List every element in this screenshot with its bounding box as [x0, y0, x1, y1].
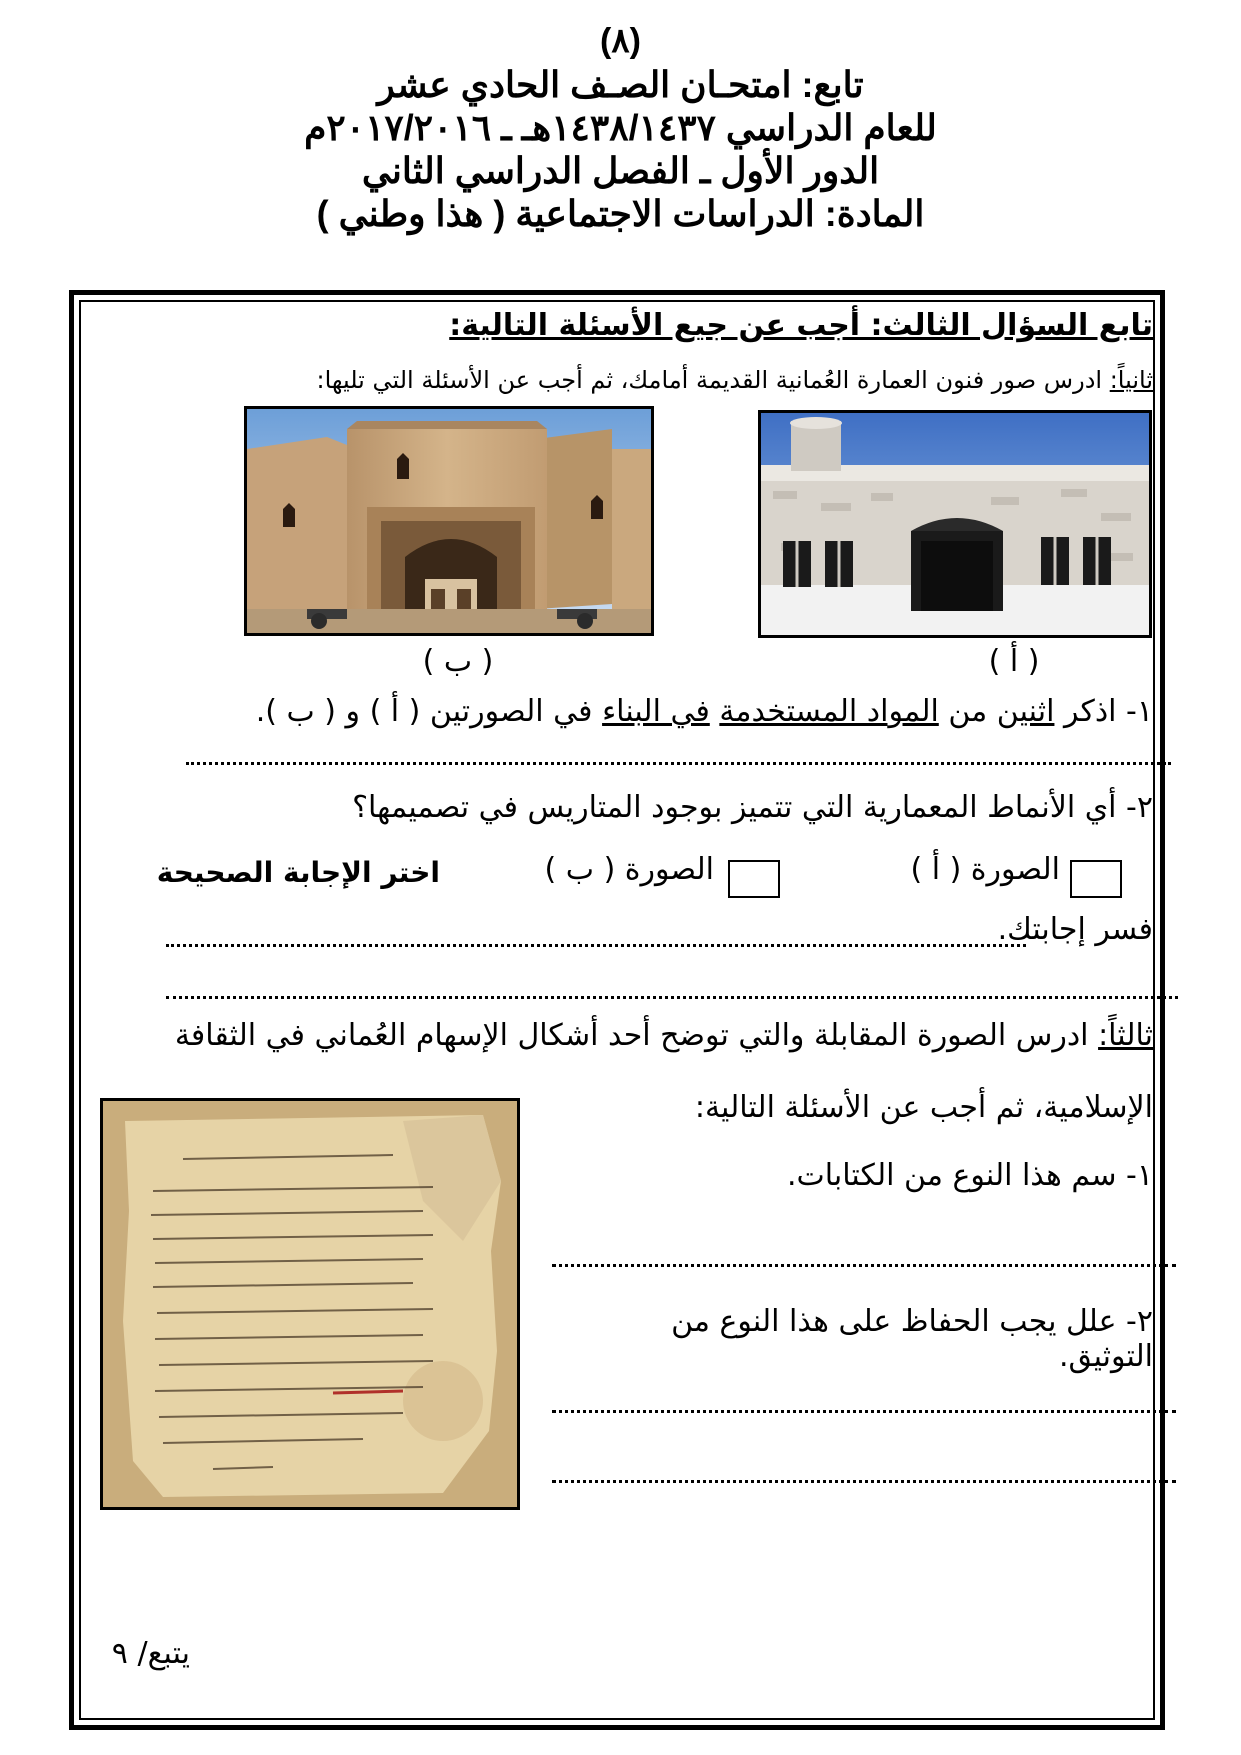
answer-line-third-q1[interactable]: [552, 1264, 1176, 1267]
manuscript-photo: [100, 1098, 520, 1510]
second-question-1: [93, 694, 1153, 729]
third-instruction-continued: الإسلامية، ثم أجب عن الأسئلة التالية:: [694, 1090, 1153, 1125]
image-b-label: ( ب ): [422, 644, 494, 679]
exam-header: [0, 20, 1241, 235]
q1-number: ١- اذكر: [1063, 694, 1153, 729]
option-b-label: الصورة ( ب ): [544, 852, 714, 887]
choose-correct-answer: اختر الإجابة الصحيحة: [156, 856, 440, 889]
answer-line-explain-1[interactable]: [166, 944, 1026, 947]
academic-year: للعام الدراسي ١٤٣٨/١٤٣٧هـ ـ ٢٠١٧/٢٠١٦م: [304, 107, 937, 148]
second-label: ثانياً:: [1109, 366, 1153, 394]
exam-title: تابع: امتحـان الصـف الحادي عشر: [377, 64, 864, 105]
page-number: (٨): [600, 22, 641, 60]
answer-line-explain-2[interactable]: [166, 996, 1178, 999]
second-question-2: ٢- أي الأنماط المعمارية التي تتميز بوجود المتاريس في تصميمها؟: [352, 790, 1153, 825]
third-instruction: [93, 1018, 1153, 1053]
third-instruction-text: ادرس الصورة المقابلة والتي توضح أحد أشكال الإسهام العُماني في الثقافة: [174, 1018, 1089, 1053]
second-instruction-text: ادرس صور فنون العمارة العُمانية القديمة أمامك، ثم أجب عن الأسئلة التي تليها:: [316, 366, 1103, 394]
explain-answer-label: فسر إجابتك.: [997, 912, 1153, 947]
option-a-checkbox[interactable]: [1070, 860, 1122, 898]
continue-note: يتبع/ ٩: [111, 1636, 190, 1671]
image-a-label: ( أ ): [988, 644, 1040, 679]
answer-line-third-q2-2[interactable]: [552, 1480, 1176, 1483]
q1-materials: المواد المستخدمة: [719, 694, 939, 729]
q1-word-two: اثنين: [996, 694, 1055, 729]
third-question-1: ١- سم هذا النوع من الكتابات.: [787, 1158, 1153, 1193]
stone-building-illustration: [761, 413, 1149, 635]
q1-rest: في الصورتين ( أ ) و ( ب ).: [255, 694, 593, 729]
section-title: تابع السؤال الثالث: أجب عن جيع الأسئلة التالية:: [449, 308, 1153, 343]
q1-word-from: من: [948, 694, 988, 729]
term-info: الدور الأول ـ الفصل الدراسي الثاني: [361, 150, 880, 191]
photo-b-fort: [244, 406, 654, 636]
manuscript-illustration: [103, 1101, 517, 1507]
subject: المادة: الدراسات الاجتماعية ( هذا وطني ): [316, 193, 925, 234]
fort-illustration: [247, 409, 651, 633]
third-question-2: ٢- علل يجب الحفاظ على هذا النوع من التوثيق.: [671, 1304, 1153, 1374]
q1-in-building: في البناء: [602, 694, 710, 729]
answer-line-q1[interactable]: [186, 762, 1171, 765]
photo-a-stone-building: [758, 410, 1152, 638]
second-instruction: [93, 366, 1153, 394]
option-b-checkbox[interactable]: [728, 860, 780, 898]
option-a-label: الصورة ( أ ): [910, 852, 1060, 887]
third-label: ثالثاً:: [1098, 1018, 1153, 1053]
answer-line-third-q2-1[interactable]: [552, 1410, 1176, 1413]
